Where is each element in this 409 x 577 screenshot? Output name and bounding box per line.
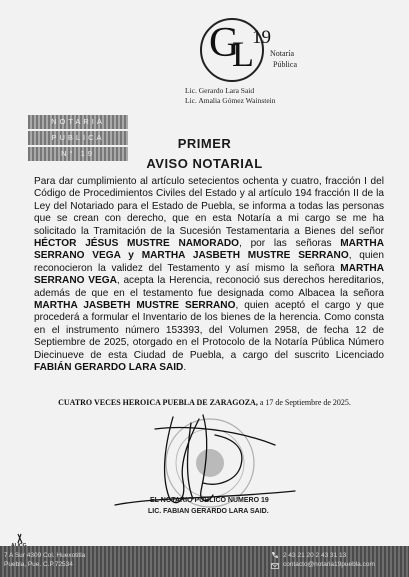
body-bold-heir: MARTHA SERRANO VEGA <box>34 262 384 287</box>
body-text-4: , acepta la Herencia, reconoció sus derechos hereditarios, además de que en el testamento fue designada como Albacea la señora <box>34 275 384 299</box>
body-bold-notary: FABIÁN GERARDO LARA SAID <box>34 362 184 374</box>
dateline-date: a 17 de Septiembre de 2025. <box>257 398 351 407</box>
body-text-6: . <box>183 362 187 374</box>
phone-icon <box>271 551 279 559</box>
signature-name: LIC. FABIAN GERARDO LARA SAID. <box>148 508 269 515</box>
body-bold-heirs: MARTHA SERRANO VEGA y MARTHA JASBETH MUSTRE SERRANO <box>34 238 384 262</box>
notary-names <box>185 86 315 106</box>
body-text-1: Para dar cumplimiento al artículo setecientos ochenta y cuatro, fracción I del Código de Procedimientos Civiles del Estado y al artículo 194 fracción II de la Ley del Notariado para el Estado de Puebla, se informa a todas las personas que se crean con derecho, que en esta Notaría a mi cargo se me ha solicitado la Tramitación de la Sucesión Testamentaria a Bienes del señor <box>34 176 384 237</box>
notice-heading-aviso: AVISO NOTARIAL <box>146 156 263 171</box>
footer-address-line1: 7 A Sur 4309 Col. Huexotitla <box>4 552 86 559</box>
footer-address <box>4 551 85 569</box>
logo-letter-g: G <box>209 20 240 66</box>
body-bold-deceased: HÉCTOR JÉSUS MUSTRE NAMORADO <box>34 238 239 250</box>
email-icon <box>271 562 279 570</box>
logo-word-notaria: Notaría <box>270 49 294 58</box>
logo-letter-l: L <box>232 34 254 74</box>
body-bold-executor: MARTHA JASBETH MUSTRE SERRANO <box>34 300 236 312</box>
footer-address-line2: Puebla, Pue. C.P.72534 <box>4 561 73 568</box>
body-text-2: , por las señoras <box>239 238 341 250</box>
footer-contact <box>283 551 375 569</box>
notice-heading-primer: PRIMER <box>177 136 232 151</box>
notary-name-2: Lic. Amalia Gómez Wainstein <box>185 96 276 105</box>
stamp-row-publica: PUBLICA <box>28 131 128 145</box>
body-text-5: , quien aceptó el cargo y que procederá a formular el Inventario de los bienes de la herencia. Como consta en el instrumento número 153393, del Volumen 2958, de fecha 12 de Septiembre de 2025, otorgado en el Protocolo de la Notaría Pública Número Diecinueve de esta Ciudad de Puebla, a cargo del suscrito Licenciado <box>34 300 384 361</box>
stamp-row-number: N° 19 <box>28 147 128 161</box>
footer-phone: 2 43 21 20 2 43 31 13 <box>283 552 347 559</box>
notice-body <box>34 176 384 375</box>
stamp-row-notaria: NOTARIA <box>28 115 128 129</box>
signature-and-seal <box>95 405 325 525</box>
footer-email: contacto@notaria19puebla.com <box>283 561 375 568</box>
dateline-city: CUATRO VECES HEROICA PUEBLA DE ZARAGOZA, <box>58 398 258 407</box>
logo-number: 19 <box>252 27 271 48</box>
notary-name-1: Lic. Gerardo Lara Said <box>185 86 255 95</box>
notary-logo <box>200 18 300 80</box>
body-text-3: , quien reconocieron la validez del Testamento y así mismo la señora <box>34 250 384 274</box>
signature-title: EL NOTARIO PUBLICO NUMERO 19 <box>150 497 269 504</box>
logo-word-publica: Pública <box>273 60 297 69</box>
